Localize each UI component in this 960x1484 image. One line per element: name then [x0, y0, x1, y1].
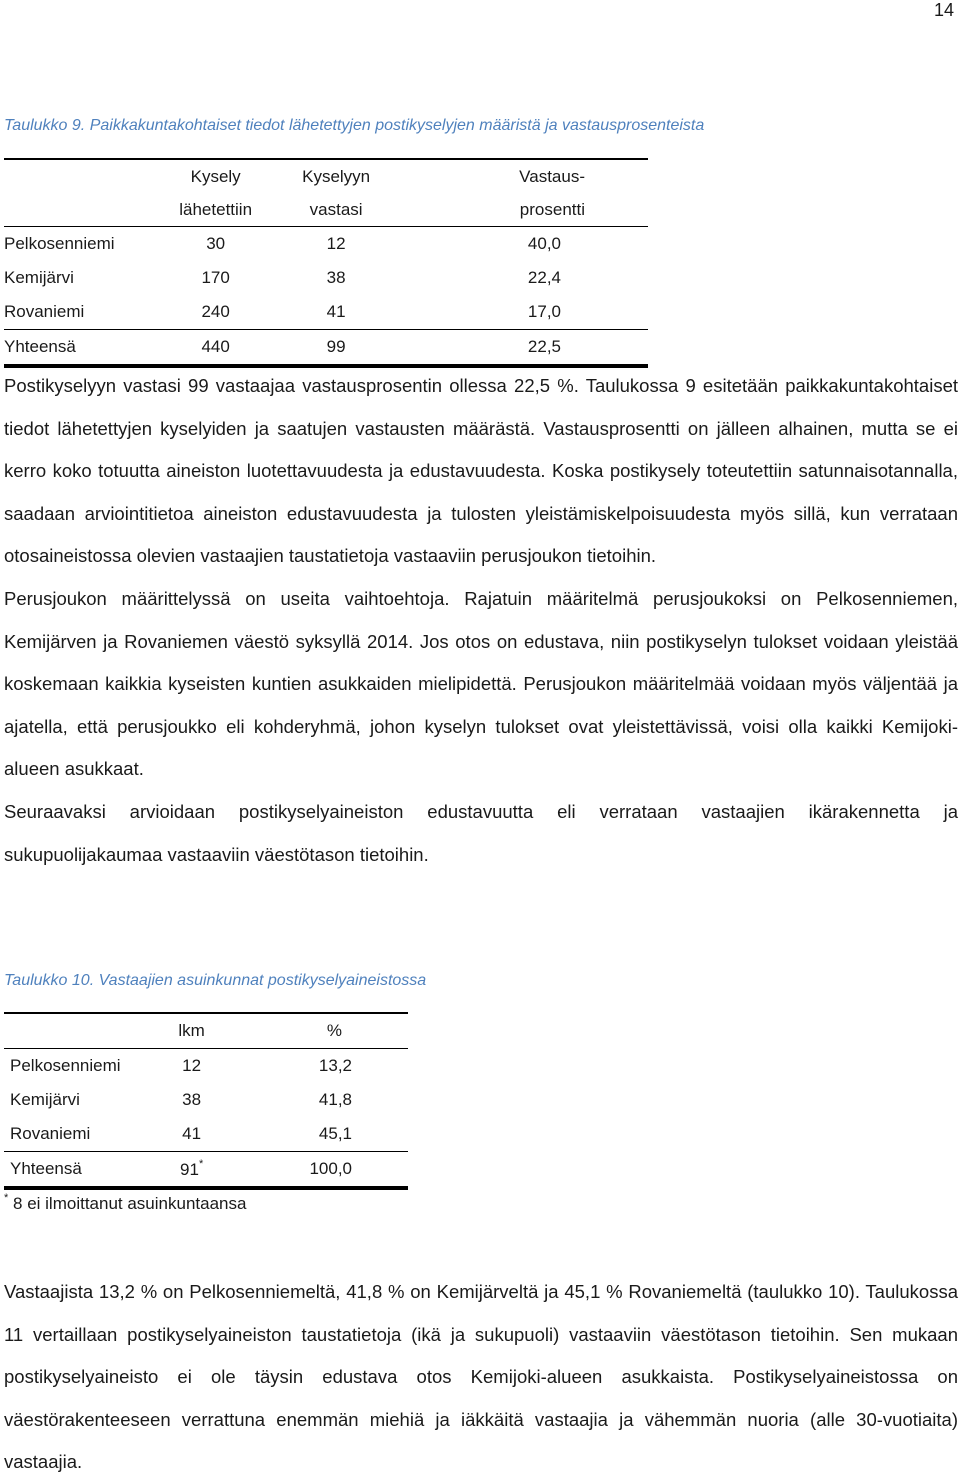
table9-header-cell — [4, 159, 146, 193]
table10-caption-label: Taulukko 10. — [4, 972, 95, 989]
table9-header-cell: Vastaus- — [387, 159, 648, 193]
table9-header-cell: Kyselyyn — [286, 159, 387, 193]
table10-header-row — [4, 1013, 408, 1049]
table10-caption-text: Vastaajien asuinkunnat postikyselyaineistossa — [98, 972, 427, 989]
table-row — [4, 1083, 408, 1117]
table-row — [4, 295, 648, 330]
table9-cell: Rovaniemi — [4, 295, 146, 330]
footnote-marker: * — [198, 1158, 204, 1170]
table9-caption-text: Paikkakuntakohtaiset tiedot lähetettyjen postikyselyjen määristä ja vastausprosenteista — [89, 117, 705, 134]
table9-cell: 17,0 — [387, 295, 648, 330]
table10-header-cell: % — [229, 1013, 408, 1049]
table10-header-cell: lkm — [155, 1013, 229, 1049]
table10-caption — [4, 972, 426, 990]
table9-cell: 30 — [206, 234, 226, 253]
table9-cell: 40,0 — [527, 234, 561, 253]
table9-header-cell: prosentti — [387, 193, 648, 227]
body-text-block-1 — [4, 365, 958, 876]
table10-cell: 38 — [182, 1090, 202, 1109]
table9-cell: 12 — [326, 234, 346, 253]
footnote-marker: * — [4, 1192, 9, 1204]
table9-header-cell — [4, 193, 146, 227]
table10-total-cell: 100,0 — [229, 1152, 408, 1189]
table10 — [4, 1012, 408, 1190]
body-text-block-2 — [4, 1271, 958, 1484]
table10-cell: 45,1 — [229, 1117, 408, 1152]
table9-total-cell: 22,5 — [387, 330, 648, 367]
table10-total-cell — [155, 1152, 229, 1189]
table9-cell: 22,4 — [527, 268, 561, 287]
paragraph: Seuraavaksi arvioidaan postikyselyaineiston edustavuutta eli verrataan vastaajien ikärakennetta ja sukupuolijakaumaa vastaaviin väestötason tietoihin. — [4, 800, 958, 865]
table-row — [4, 227, 648, 262]
table9-total-cell: 99 — [286, 330, 387, 367]
table10-cell: 12 — [182, 1056, 202, 1075]
table9-header-cell: lähetettiin — [146, 193, 286, 227]
table-row — [4, 1049, 408, 1084]
table9-cell: Kemijärvi — [4, 268, 74, 287]
table10-cell: 13,2 — [318, 1056, 352, 1075]
table9-header-cell: vastasi — [286, 193, 387, 227]
table9 — [4, 158, 648, 368]
table9-total-cell: Yhteensä — [4, 330, 146, 367]
paragraph: Vastaajista 13,2 % on Pelkosenniemeltä, 41,8 % on Kemijärveltä ja 45,1 % Rovaniemeltä (taulukko 10). Taulukossa 11 vertaillaan postikyselyaineiston taustatietoja (ikä ja sukupuoli) vastaaviin väestötason tietoihin. Sen mukaan postikyselyaineisto ei ole täysin edustava otos Kemijoki-alueen asukkaista. Postikyselyaineistossa on väestörakenteeseen verrattuna enemmän miehiä ja iäkkäitä vastaajia ja vähemmän nuoria (alle 30-vuotiaita) vastaajia. — [4, 1281, 958, 1473]
table10-header-cell — [4, 1013, 155, 1049]
table9-header-row — [4, 159, 648, 193]
table9-cell: 38 — [326, 268, 346, 287]
table10-cell: Kemijärvi — [10, 1090, 80, 1109]
page-number: 14 — [933, 0, 954, 20]
table9-header-cell: Kysely — [146, 159, 286, 193]
table10-total-cell: Yhteensä — [4, 1152, 155, 1189]
table10-total-row — [4, 1152, 408, 1189]
table9-header-row — [4, 193, 648, 227]
table10-footnote — [4, 1192, 246, 1214]
paragraph: Perusjoukon määrittelyssä on useita vaihtoehtoja. Rajatuin määritelmä perusjoukoksi on Pelkosenniemen, Kemijärven ja Rovaniemen väestö syksyllä 2014. Jos otos on edustava, niin postikyselyn tulokset voidaan yleistää koskemaan kaikkia kyseisten kuntien asukkaiden mielipidettä. Perusjoukon määritelmää voidaan myös väljentää ja ajatella, että perusjoukko eli kohderyhmä, johon kyselyn tulokset ovat yleistettävissä, voisi olla kaikki Kemijoki-alueen asukkaat. — [4, 587, 958, 780]
table9-cell: 170 — [201, 268, 230, 287]
footnote-text: 8 ei ilmoittanut asuinkuntaansa — [13, 1194, 247, 1213]
table9-total-row — [4, 330, 648, 367]
table-row — [4, 261, 648, 295]
table9-cell: Pelkosenniemi — [4, 234, 115, 253]
table10-cell: 41 — [155, 1117, 229, 1152]
table10-cell: Rovaniemi — [4, 1117, 155, 1152]
table-row — [4, 1117, 408, 1152]
table9-total-cell: 440 — [146, 330, 286, 367]
paragraph: Postikyselyyn vastasi 99 vastaajaa vastausprosentin ollessa 22,5 %. Taulukossa 9 esitetään paikkakuntakohtaiset tiedot lähetettyjen kyselyiden ja saatujen vastausten määrästä. Vastausprosentti on jälleen alhainen, mutta se ei kerro koko totuutta aineiston luotettavuudesta ja edustavuudesta. Koska postikysely toteutettiin satunnaisotannalla, saadaan arviointitietoa aineiston edustavuudesta ja tulosten yleistämiskelpoisuudesta myös sillä, kun verrataan otosaineistossa olevien vastaajien taustatietoja vastaaviin perusjoukon tietoihin. — [4, 375, 958, 567]
table9-caption — [4, 117, 704, 135]
table9-cell: 240 — [146, 295, 286, 330]
total-value: 91 — [180, 1160, 199, 1179]
table10-cell: Pelkosenniemi — [10, 1056, 121, 1075]
table9-cell: 41 — [286, 295, 387, 330]
table10-cell: 41,8 — [318, 1090, 352, 1109]
table9-caption-label: Taulukko 9. — [4, 117, 86, 134]
